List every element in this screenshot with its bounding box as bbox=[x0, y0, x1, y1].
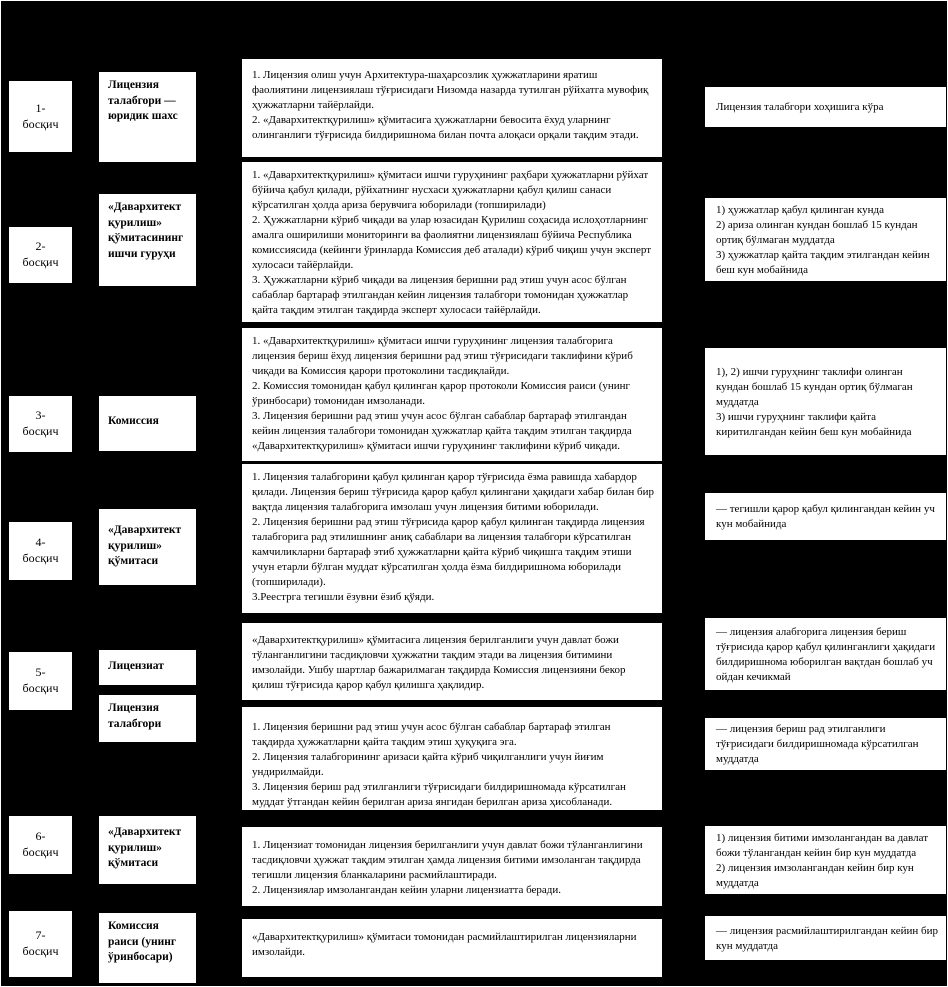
description-paragraph: 3.Реестрга тегишли ёзувни ёзиб қўяди. bbox=[252, 591, 435, 603]
timing-line: 1) ҳужжатлар қабул қилинган кунда bbox=[716, 203, 884, 216]
description-paragraph: 3. Лицензия бериш рад этилганлиги тўғрисидаги билдиришномада кўрсатилган муддат ўтгандан кейин берилган ариза янгидан берилган ариза ҳисобланади. bbox=[252, 781, 626, 808]
actor-box-working-group bbox=[98, 193, 197, 287]
description-box-1 bbox=[241, 58, 663, 158]
description-paragraph: 1. «Давархитектқурилиш» қўмитаси ишчи гуруҳининг лицензия талабгорига лицензия бериш ёхуд лицензия беришни рад этиш тўғрисидаги таклифини кўриб чиқади ва Комиссия қарори протоколини тасдиқлайди. bbox=[252, 335, 633, 377]
timing-line: — лицензия расмийлаштирилгандан кейин бир кун муддатда bbox=[716, 924, 938, 952]
description-paragraph: 1. Лицензия олиш учун Архитектура-шаҳарсозлик ҳужжатларини яратиш фаолиятини лицензиялаш тўғрисидаги Низомда назарда тутилган рўйхатга мувофиқ ҳужжатларни тайёрлайди. bbox=[252, 69, 649, 111]
description-paragraph: 1. Лицензиат томонидан лицензия берилганлиги учун давлат божи тўланганлигини тасдиқловчи ҳужжат тақдим этилган ҳамда лицензия битими имзоланган тақдирда тегишли лицензия бланкаларини расмийлаштиради. bbox=[252, 839, 643, 881]
timing-box-8 bbox=[704, 915, 947, 961]
actor-box-license-applicant bbox=[98, 71, 197, 163]
timing-box-3 bbox=[704, 347, 947, 456]
description-box-5 bbox=[241, 622, 663, 701]
timing-line: — тегишли қарор қабул қилингандан кейин уч кун мобайнида bbox=[716, 503, 935, 530]
actor-label: Лицензиат bbox=[108, 660, 164, 672]
description-paragraph: 2. Лицензия беришни рад этиш тўғрисида қарор қабул қилинган тақдирда лицензия талабгорига рад этилишнинг аниқ сабаблари ва лицензия талабгори кўрсатилган камчиликларни бартараф этиб ҳужжатларни қайта кўриб чиқишга тақдим этиши учун етарли бўлган муддат кўрсатилган ҳолда ёзма билдиришнома юборилади (топширилади). bbox=[252, 516, 645, 588]
description-paragraph: 2. Ҳужжатларни кўриб чиқади ва улар юзасидан Қурилиш соҳасида ислоҳотларнинг амалга оширилиши мониторинги ва фаолиятни лицензиялаш бўйича Республика комиссиясида (кейинги ўринларда Комиссия деб аталади) кўриб чиқиш учун эксперт хулосаси тайёрлайди. bbox=[252, 214, 652, 271]
description-box-2 bbox=[241, 161, 663, 323]
actor-label: «Давархитект қурилиш» қўмитаси bbox=[108, 826, 182, 870]
timing-line: 2) ариза олинган кундан бошлаб 15 кундан ортиқ бўлмаган муддатда bbox=[716, 218, 918, 246]
timing-box-2 bbox=[704, 197, 947, 282]
timing-line: 1), 2) ишчи гуруҳнинг таклифи олинган кундан бошлаб 15 кундан ортиқ бўлмаган муддатда bbox=[716, 365, 913, 408]
description-paragraph: «Давархитектқурилиш» қўмитаси томонидан расмийлаштирилган лицензияларни имзолайди. bbox=[252, 931, 637, 958]
actor-box-commission bbox=[98, 395, 197, 452]
stage-box-7 bbox=[8, 910, 73, 978]
stage-word: босқич bbox=[22, 681, 59, 695]
actor-box-committee bbox=[98, 508, 197, 586]
actor-label: Лицензия талабгори — юридик шахс bbox=[108, 79, 178, 123]
description-paragraph: 1. Лицензия беришни рад этиш учун асос бўлган сабаблар бартараф этилган тақдирда ҳужжатларни қайта тақдим этиш ҳуқуқига эга. bbox=[252, 721, 611, 748]
description-paragraph: 1. «Давархитектқурилиш» қўмитаси ишчи гуруҳининг раҳбари ҳужжатларни рўйхат бўйича қабул қилади, рўйхатнинг нусхаси ҳужжатларни қабул қилиш санаси кўрсатилган ҳолда ариза берувчига юборилади (топширилади) bbox=[252, 169, 649, 211]
stage-number: 2- bbox=[35, 239, 46, 254]
stage-word: босқич bbox=[22, 424, 59, 438]
stage-box-3 bbox=[8, 395, 73, 453]
timing-box-1 bbox=[704, 86, 947, 128]
stage-box-5 bbox=[8, 651, 73, 711]
actor-label: «Давархитект қурилиш» қўмитаси bbox=[108, 524, 182, 568]
description-paragraph: 2. Комиссия томонидан қабул қилинган қарор протоколи Комиссия раиси (унинг ўринбосари) томонидан имзоланади. bbox=[252, 380, 631, 407]
actor-label: Комиссия bbox=[108, 415, 159, 427]
timing-box-7 bbox=[704, 825, 947, 895]
actor-label: Комиссия раиси (унинг ўринбосари) bbox=[108, 920, 177, 964]
actor-box-commission-chairman bbox=[98, 912, 197, 984]
timing-line: Лицензия талабгори хоҳишига кўра bbox=[716, 101, 884, 113]
actor-label: «Давархитект қурилиш» қўмитасининг ишчи гуруҳи bbox=[108, 201, 184, 260]
description-paragraph: 1. Лицензия талабгорини қабул қилинган қарор тўғрисида ёзма равишда хабардор қилади. Лицензия бериш тўғрисида қарор қабул қилингани ҳақидаги хабар билан бир вақтда лицензия талабгорига имзолаш учун лицензия битими юборилади. bbox=[252, 471, 655, 513]
stage-number: 6- bbox=[35, 829, 46, 844]
stage-number: 4- bbox=[35, 535, 46, 550]
timing-line: — лицензия алабгорига лицензия бериш тўғрисида қарор қабул қилинганлиги ҳақидаги билдиришнома юборилган вақтдан бошлаб уч ойдан кечикмай bbox=[716, 625, 936, 683]
timing-line: 3) ҳужжатлар қайта тақдим этилгандан кейин беш кун мобайнида bbox=[716, 248, 930, 276]
timing-box-6 bbox=[704, 717, 947, 771]
description-box-3 bbox=[241, 327, 663, 462]
stage-number: 5- bbox=[35, 665, 46, 680]
stage-number: 7- bbox=[35, 928, 46, 943]
description-paragraph: 2. «Давархитектқурилиш» қўмитасига ҳужжатларни бевосита ёхуд уларнинг олинганлиги тўғрисида билдиришнома билан почта алоқаси орқали тақдим этади. bbox=[252, 114, 639, 141]
stage-box-6 bbox=[8, 815, 73, 875]
stage-box-2 bbox=[8, 226, 73, 284]
description-box-8 bbox=[241, 918, 663, 978]
timing-line: — лицензия бериш рад этилганлиги тўғрисидаги билдиришномада кўрсатилган муддатда bbox=[716, 723, 919, 765]
description-paragraph: 2. Лицензия талабгорининг аризаси қайта кўриб чиқилганлиги учун йиғим ундирилмайди. bbox=[252, 751, 604, 778]
stage-box-4 bbox=[8, 521, 73, 581]
description-box-7 bbox=[241, 826, 663, 907]
description-paragraph: «Давархитектқурилиш» қўмитасига лицензия берилганлиги учун давлат божи тўланганлигини тасдиқловчи ҳужжатни тақдим этади ва лицензия битимини имзолайди. Ушбу шартлар бажарилмаган тақдирда Комиссия лицензияни бекор қилиш тўғрисида қарор қабул қилишга ҳақлидир. bbox=[252, 634, 626, 691]
stage-number: 3- bbox=[35, 408, 46, 423]
stage-word: босқич bbox=[22, 551, 59, 565]
description-paragraph: 3. Лицензия беришни рад этиш учун асос бўлган сабаблар бартараф этилгандан кейин лицензия талабгори томонидан ҳужжатлар қайта тақдим этилган тақдирда «Давархитектқурилиш» қўмитаси ишчи гуруҳининг таклифини кўриб чиқади. bbox=[252, 410, 632, 452]
timing-box-5 bbox=[704, 617, 947, 691]
timing-line: 1) лицензия битими имзолангандан ва давлат божи тўлангандан кейин бир кун муддатда bbox=[716, 831, 929, 859]
description-paragraph: 3. Ҳужжатларни кўриб чиқади ва лицензия беришни рад этиш учун асос бўлган сабаблар бартараф этилгандан кейин лицензия талабгори томонидан ҳужжатлар қайта тақдим этилган тақдирда эксперт хулосаси тайёрлайди. bbox=[252, 274, 629, 316]
stage-word: босқич bbox=[22, 944, 59, 958]
stage-box-1 bbox=[8, 80, 73, 153]
actor-box-license-applicant-2 bbox=[98, 694, 197, 743]
stage-word: босқич bbox=[22, 116, 59, 131]
timing-box-4 bbox=[704, 492, 947, 541]
stage-number: 1- bbox=[35, 100, 46, 115]
stage-word: босқич bbox=[22, 845, 59, 859]
description-paragraph: 2. Лицензиялар имзолангандан кейин уларни лицензиатта беради. bbox=[252, 884, 562, 896]
actor-box-committee-2 bbox=[98, 815, 197, 885]
timing-line: 2) лицензия имзолангандан кейин бир кун муддатда bbox=[716, 861, 914, 889]
stage-word: босқич bbox=[22, 255, 59, 269]
timing-line: 3) ишчи гуруҳнинг таклифи қайта киритилгандан кейин беш кун мобайнида bbox=[716, 410, 912, 438]
description-box-4 bbox=[241, 463, 663, 614]
description-box-6 bbox=[241, 706, 663, 811]
actor-label: Лицензия талабгори bbox=[108, 702, 162, 730]
actor-box-licensee bbox=[98, 649, 197, 686]
